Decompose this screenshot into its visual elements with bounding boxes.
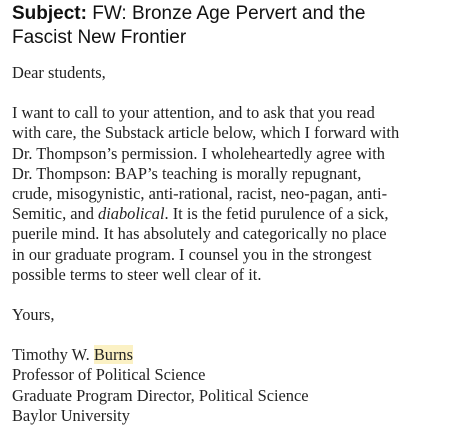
subject-text-1: FW: Bronze Age Pervert and the [86, 3, 366, 24]
email-subject [12, 2, 448, 50]
highlighted-last-name: Burns [93, 345, 134, 365]
subject-text-2: Fascist New Frontier [12, 27, 187, 48]
paragraph-line-with-emphasis [12, 204, 448, 224]
paragraph-line: Dr. Thompson’s permission. I wholeheartedly agree with [12, 143, 385, 163]
message-paragraph [12, 103, 448, 285]
paragraph-line: crude, misogynistic, anti-rational, racist, neo-pagan, anti- [12, 184, 388, 204]
paragraph-line: in our graduate program. I counsel you in the strongest [12, 244, 372, 264]
paragraph-line: puerile mind. It has absolutely and categorically no place [12, 224, 387, 244]
paragraph-line: Dr. Thompson: BAP’s teaching is morally repugnant, [12, 163, 362, 183]
subject-label: Subject: [12, 3, 87, 24]
closing: Yours, [12, 305, 55, 325]
subject-line-1 [12, 2, 448, 26]
greeting: Dear students, [12, 63, 106, 82]
email-message [12, 2, 448, 426]
paragraph-text: . It is the fetid purulence of a sick, [164, 204, 389, 224]
signature-block [12, 345, 448, 426]
paragraph-line: with care, the Substack article below, which I forward with [12, 123, 400, 143]
signature-role: Graduate Program Director, Political Science [12, 385, 309, 405]
emphasized-word: diabolical [98, 204, 165, 224]
signature-institution: Baylor University [12, 405, 130, 425]
signature-title: Professor of Political Science [12, 365, 206, 385]
paragraph-text: Semitic, and [12, 204, 99, 224]
paragraph-line: possible terms to steer well clear of it. [12, 264, 262, 284]
signature-first-name: Timothy W. [12, 345, 94, 365]
paragraph-line: I want to call to your attention, and to ask that you read [12, 103, 375, 123]
signature-name [12, 345, 448, 365]
